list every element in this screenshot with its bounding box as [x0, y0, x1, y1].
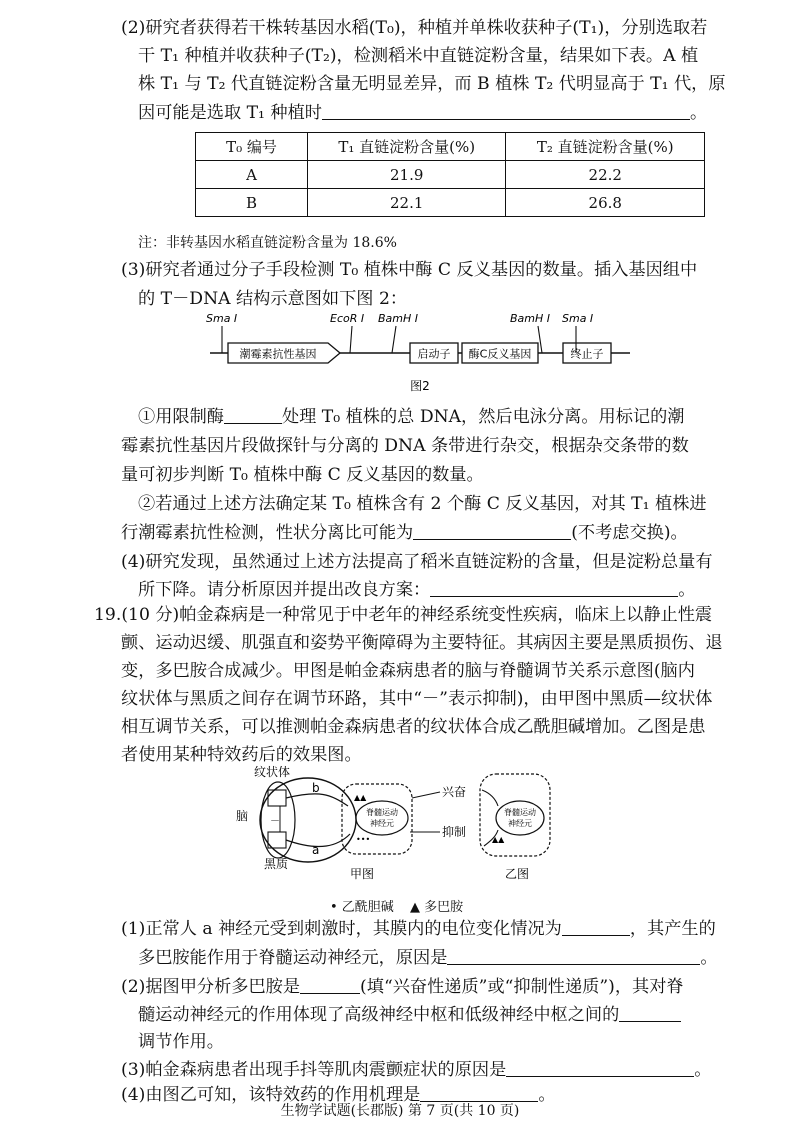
table-header-row — [196, 133, 705, 161]
spinal-neuron-yi — [496, 801, 544, 835]
table-row — [196, 189, 705, 217]
sub4-prefix: (4)由图乙可知，该特效药的作用机理是 — [121, 1085, 421, 1105]
legend-ach: • 乙酰胆碱 — [330, 900, 394, 915]
period: 。 — [700, 948, 718, 968]
part2-line4 — [138, 101, 707, 125]
table-header: T₁ 直链淀粉含量(%) — [307, 133, 506, 161]
reason-blank[interactable] — [447, 948, 700, 965]
axon-b — [286, 794, 348, 806]
tremor-blank[interactable] — [506, 1060, 694, 1077]
table-cell: 21.9 — [307, 161, 506, 189]
sub3-prefix: (3)帕金森病患者出现手抖等肌肉震颤症状的原因是 — [121, 1060, 507, 1080]
table-cell: B — [196, 189, 308, 217]
dopamine-marks: ▲▲ — [354, 793, 367, 802]
bamh1a-label: BamH I — [378, 312, 419, 325]
sub2-line3: 调节作用。 — [138, 1032, 224, 1052]
sub1b-prefix: 多巴胺能作用于脊髓运动神经元，原因是 — [138, 948, 448, 968]
figure-jia-caption: 甲图 — [350, 867, 375, 881]
q19-line1: 19.(10 分)帕金森病是一种常见于中老年的神经系统变性疾病，临床上以静止性震 — [94, 605, 713, 625]
spinal-neuron-label: 脊髓运动 — [504, 808, 536, 817]
table-row — [196, 161, 705, 189]
resistance-gene-label: 潮霉素抗性基因 — [239, 347, 317, 361]
excite-label: 兴奋 — [442, 785, 467, 799]
brain-label: 脑 — [236, 809, 249, 823]
sub1-line1 — [121, 917, 716, 941]
table-note: 注：非转基因水稻直链淀粉含量为 18.6% — [138, 235, 397, 251]
sub1-prefix: (1)正常人 a 神经元受到刺激时，其膜内的电位变化情况为 — [121, 919, 562, 939]
sub2-prefix: (2)据图甲分析多巴胺是 — [121, 977, 301, 997]
potential-blank[interactable] — [562, 919, 630, 936]
part2-line2: 干 T₁ 种植并收获种子(T₂)，检测稻米中直链淀粉含量，结果如下表。A 植 — [138, 46, 699, 66]
table-cell: A — [196, 161, 308, 189]
axon-yi-top — [482, 790, 498, 806]
sub1-suffix: ，其产生的 — [629, 919, 716, 939]
sub2-line2 — [138, 1003, 681, 1027]
period: 。 — [678, 580, 696, 600]
inhibit-sign: － — [270, 816, 280, 827]
q19-line5: 相互调节关系，可以推测帕金森病患者的纹状体合成乙酰胆碱增加。乙图是患 — [121, 717, 706, 737]
terminator-label: 终止子 — [570, 347, 604, 361]
neuron-a-label: a — [312, 843, 320, 857]
q19-line2: 颤、运动迟缓、肌强直和姿势平衡障碍为主要特征。其病因主要是黑质损伤、退 — [121, 633, 723, 653]
period: 。 — [689, 103, 708, 123]
transmitter-blank[interactable] — [300, 977, 360, 994]
q3-b-prefix: 行潮霉素抗性检测，性状分离比可能为 — [121, 523, 414, 543]
part3-line2: 的 T－DNA 结构示意图如下图 2： — [138, 289, 408, 309]
table-header: T₀ 编号 — [196, 133, 308, 161]
dopamine-marks: ▲▲ — [492, 835, 505, 844]
sma2-label: Sma I — [562, 312, 594, 325]
part4-text: 所下降。请分析原因并提出改良方案： — [138, 580, 431, 600]
part3-line1: (3)研究者通过分子手段检测 T₀ 植株中酶 C 反义基因的数量。插入基因组中 — [121, 260, 698, 280]
sub2b-prefix: 髓运动神经元的作用体现了高级神经中枢和低级神经中枢之间的 — [138, 1005, 620, 1025]
ecor1-label: EcoR I — [330, 312, 365, 325]
nigra-label: 黑质 — [264, 857, 289, 871]
sub2-line1 — [121, 975, 684, 999]
bamh1a-site-tick — [392, 326, 396, 353]
page-footer: 生物学试题(长郡版) 第 7 页(共 10 页) — [280, 1103, 520, 1119]
part4-line2 — [138, 578, 695, 602]
regulation-blank[interactable] — [619, 1005, 681, 1022]
q3-b-suffix: (不考虑交换)。 — [571, 523, 688, 543]
table-cell: 26.8 — [506, 189, 705, 217]
striatum-neuron — [268, 790, 286, 806]
spinal-neuron-label: 神经元 — [508, 819, 532, 828]
q19-line4: 纹状体与黑质之间存在调节环路，其中“－”表示抑制)，由甲图中黑质—纹状体 — [121, 689, 713, 709]
figure-yi-caption: 乙图 — [505, 867, 530, 881]
inhibit-label: 抑制 — [442, 825, 467, 839]
table-cell: 22.2 — [506, 161, 705, 189]
q3-a-line3: 量可初步判断 T₀ 植株中酶 C 反义基因的数量。 — [121, 465, 484, 485]
part2-line1: (2)研究者获得若干株转基因水稻(T₀)，种植并单株收获种子(T₁)，分别选取若 — [121, 18, 708, 38]
q3-a-line2: 霉素抗性基因片段做探针与分离的 DNA 条带进行杂交，根据杂交条带的数 — [121, 436, 689, 456]
figure2-caption: 图2 — [410, 379, 430, 393]
ecor1-site-tick — [350, 326, 352, 353]
q3-b-line1: ②若通过上述方法确定某 T₀ 植株含有 2 个酶 C 反义基因，对其 T₁ 植株进 — [138, 494, 707, 514]
q3-a-suffix: 处理 T₀ 植株的总 DNA，然后电泳分离。用标记的潮 — [281, 407, 685, 427]
sub2-suffix: (填“兴奋性递质”或“抑制性递质”)，其对脊 — [360, 977, 684, 997]
enzyme-blank[interactable] — [224, 407, 282, 424]
table-cell: 22.1 — [307, 189, 506, 217]
legend-dopamine: ▲ 多巴胺 — [410, 900, 464, 915]
part2-line4-text: 因可能是选取 T₁ 种植时 — [138, 103, 322, 123]
table-header: T₂ 直链淀粉含量(%) — [506, 133, 705, 161]
part4-line1: (4)研究发现，虽然通过上述方法提高了稻米直链淀粉的含量，但是淀粉总量有 — [121, 552, 713, 572]
spinal-neuron-label: 神经元 — [370, 819, 394, 828]
figure2-tdna-diagram — [200, 310, 640, 400]
neural-figures — [230, 760, 590, 895]
q3-a-line1 — [138, 405, 685, 429]
ach-marks: ••• — [356, 835, 371, 844]
sub3-line — [121, 1058, 712, 1082]
neuron-b-label: b — [312, 781, 320, 795]
striatum-label: 纹状体 — [254, 765, 291, 779]
promoter-label: 启动子 — [417, 347, 451, 361]
spinal-neuron-jia — [356, 801, 408, 835]
q3-b-line2 — [121, 521, 688, 545]
q19-line3: 变，多巴胺合成减少。甲图是帕金森病患者的脑与脊髓调节关系示意图(脑内 — [121, 661, 695, 681]
improvement-blank[interactable] — [430, 580, 678, 597]
answer-blank[interactable] — [322, 103, 690, 120]
sma1-label: Sma I — [206, 312, 238, 325]
excite-arrow — [412, 792, 440, 798]
part2-line3: 株 T₁ 与 T₂ 代直链淀粉含量无明显差异，而 B 植株 T₂ 代明显高于 T₁ 代，原 — [138, 74, 726, 94]
ratio-blank[interactable] — [413, 523, 571, 540]
period: 。 — [694, 1060, 712, 1080]
period: 。 — [538, 1085, 556, 1105]
q3-a-prefix: ①用限制酶 — [138, 407, 224, 427]
q19-line6: 者使用某种特效药后的效果图。 — [121, 745, 362, 765]
antisense-gene-label: 酶C反义基因 — [468, 347, 532, 361]
bamh1b-label: BamH I — [510, 312, 551, 325]
sub1-line2 — [138, 946, 718, 970]
starch-table — [195, 132, 705, 217]
spinal-neuron-label: 脊髓运动 — [366, 808, 398, 817]
